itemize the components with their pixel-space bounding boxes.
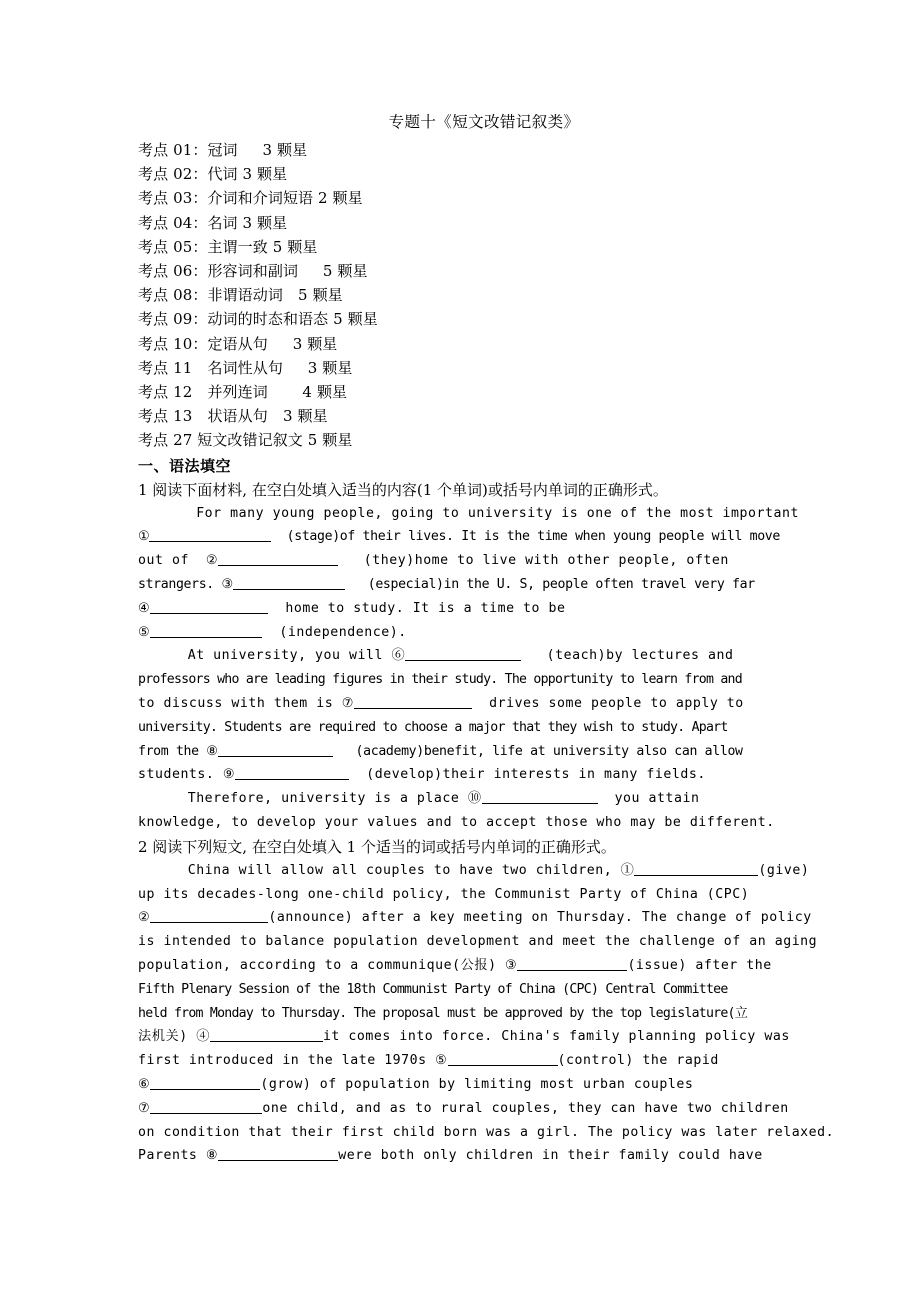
passage-line (138, 668, 790, 692)
passage-text: (they)home to live with other people, often (338, 553, 729, 569)
passage-text: (especial)in the U. S, people often travel very far (344, 577, 755, 593)
passage-text: At university, you will ⑥ (138, 648, 406, 664)
passage-line (138, 930, 818, 954)
key-point-item: 考点 27 短文改错记叙文 5 颗星 (138, 431, 353, 450)
passage-line (138, 787, 790, 811)
passage-text: first introduced in the late 1970s ⑤ (138, 1053, 448, 1069)
answer-blank[interactable] (150, 909, 268, 923)
key-point-item: 考点 04：名词 3 颗星 (138, 213, 288, 232)
passage-text: (stage)of their lives. It is the time when young people will move (271, 529, 780, 545)
answer-blank[interactable] (150, 1100, 262, 1114)
answer-blank[interactable] (517, 957, 627, 971)
passage-line (138, 811, 790, 835)
passage-line (138, 692, 790, 716)
key-point-item: 考点 09：动词的时态和语态 5 颗星 (138, 310, 378, 329)
passage-line (138, 883, 790, 907)
passage-line (138, 502, 799, 526)
key-point-item: 考点 10：定语从句 3 颗星 (138, 334, 338, 353)
passage-line (138, 859, 810, 883)
passage-text: (teach)by lectures and (521, 648, 734, 664)
passage-text: students. ⑨ (138, 767, 236, 783)
passage-text: ⑥ (138, 1076, 151, 1092)
passage-text: Fifth Plenary Session of the 18th Communist Party of China (CPC) Central Committee (138, 981, 728, 997)
passage-body (138, 502, 799, 835)
passage-text: you attain (597, 791, 700, 807)
passage-line (138, 716, 790, 740)
passage-text: ④ (138, 600, 151, 616)
passage-line (138, 978, 790, 1002)
passage-line (138, 1025, 790, 1049)
passage-line (138, 954, 790, 978)
answer-blank[interactable] (354, 695, 472, 709)
passage-text: it comes into force. China's family planning policy was (322, 1029, 790, 1045)
passage-text: (independence). (262, 624, 407, 640)
passage-line (138, 549, 790, 573)
passage-text: (give) (758, 862, 810, 878)
passage-line (138, 597, 790, 621)
passage-text: ① (138, 529, 150, 545)
section-heading: 一、语法填空 (138, 456, 232, 475)
key-point-item: 考点 02：代词 3 颗星 (138, 165, 288, 184)
answer-blank[interactable] (149, 528, 271, 542)
passage-text: up its decades-long one-child policy, the Communist Party of China (CPC) (138, 886, 750, 902)
passage-text: population, according to a communique(公报) ③ (138, 957, 518, 973)
passage-text: Parents ⑧ (138, 1148, 219, 1164)
passage-line (138, 1121, 835, 1145)
passage-line (138, 644, 790, 668)
passage-text: For many young people, going to university is one of the most important (138, 505, 799, 521)
passage-text: (develop)their interests in many fields. (349, 767, 706, 783)
answer-blank[interactable] (634, 862, 758, 876)
passage-text: (grow) of population by limiting most urban couples (260, 1076, 694, 1092)
passage-text: from the ⑧ (138, 743, 218, 759)
passage-line (138, 763, 790, 787)
key-point-list (138, 138, 790, 453)
answer-blank[interactable] (210, 1028, 323, 1042)
passage-text: university. Students are required to choose a major that they wish to study. Apart (138, 719, 728, 735)
passage-line (138, 621, 790, 645)
answer-blank[interactable] (235, 766, 349, 780)
passage-text: (announce) after a key meeting on Thursday. The change of policy (268, 910, 812, 926)
answer-blank[interactable] (150, 600, 268, 614)
answer-blank[interactable] (150, 624, 262, 638)
answer-blank[interactable] (448, 1052, 558, 1066)
passage-body (138, 859, 835, 1168)
passage-line (138, 1049, 790, 1073)
answer-blank[interactable] (218, 743, 333, 757)
key-point-item: 考点 01：冠词 3 颗星 (138, 141, 308, 159)
answer-blank[interactable] (218, 1147, 338, 1161)
document-title: 专题十《短文改错记叙类》 (388, 113, 580, 131)
answer-blank[interactable] (150, 1076, 260, 1090)
task-prompt: 2 阅读下列短文, 在空白处填入 1 个适当的词或括号内单词的正确形式。 (138, 837, 616, 856)
passage-text: strangers. ③ (138, 577, 233, 593)
passage-text: home to study. It is a time to be (268, 600, 566, 616)
passage-line (138, 1002, 790, 1026)
task-prompt: 1 阅读下面材料, 在空白处填入适当的内容(1 个单词)或括号内单词的正确形式。 (138, 480, 668, 499)
passage-text: knowledge, to develop your values and to accept those who may be different. (138, 815, 775, 830)
passage-line (138, 906, 812, 930)
passage-text: out of ② (138, 553, 219, 569)
passage-text: 法机关) ④ (138, 1029, 210, 1045)
passage-text: is intended to balance population development and meet the challenge of an aging (138, 934, 818, 950)
passage-text: held from Monday to Thursday. The proposal must be approved by the top legislature(立 (138, 1005, 748, 1021)
key-point-item: 考点 11 名词性从句 3 颗星 (138, 358, 353, 377)
section-container (138, 454, 835, 1169)
passage-text: were both only children in their family could have (338, 1148, 763, 1164)
passage-text: on condition that their first child born was a girl. The policy was later relaxed. (138, 1124, 835, 1140)
passage-text: professors who are leading figures in their study. The opportunity to learn from and (138, 672, 742, 688)
passage-line (138, 525, 790, 549)
passage-text: (control) the rapid (557, 1053, 719, 1069)
passage-text: ② (138, 910, 151, 926)
passage-text: Therefore, university is a place ⑩ (138, 791, 482, 807)
answer-blank[interactable] (218, 552, 338, 566)
passage-text: drives some people to apply to (472, 696, 744, 712)
answer-blank[interactable] (405, 647, 521, 661)
answer-blank[interactable] (233, 576, 345, 590)
passage-line (138, 573, 790, 597)
passage-line (138, 740, 790, 764)
key-point-item: 考点 13 状语从句 3 颗星 (138, 407, 328, 426)
key-point-item: 考点 08：非谓语动词 5 颗星 (138, 286, 343, 305)
passage-line (138, 1097, 790, 1121)
passage-line (138, 1073, 790, 1097)
answer-blank[interactable] (482, 790, 598, 804)
passage-text: China will allow all couples to have two children, ① (138, 862, 635, 878)
passage-text: to discuss with them is ⑦ (138, 696, 355, 712)
key-point-item: 考点 06：形容词和副词 5 颗星 (138, 262, 368, 281)
passage-text: one child, and as to rural couples, they can have two children (262, 1100, 789, 1116)
key-point-item: 考点 12 并列连词 4 颗星 (138, 383, 348, 402)
passage-text: ⑤ (138, 624, 151, 640)
key-point-item: 考点 03：介词和介词短语 2 颗星 (138, 189, 363, 208)
key-point-item: 考点 05：主谓一致 5 颗星 (138, 237, 318, 256)
passage-text: ⑦ (138, 1100, 151, 1116)
passage-text: (issue) after the (627, 957, 772, 973)
passage-line (138, 1144, 790, 1168)
passage-text: (academy)benefit, life at university also can allow (332, 743, 743, 759)
